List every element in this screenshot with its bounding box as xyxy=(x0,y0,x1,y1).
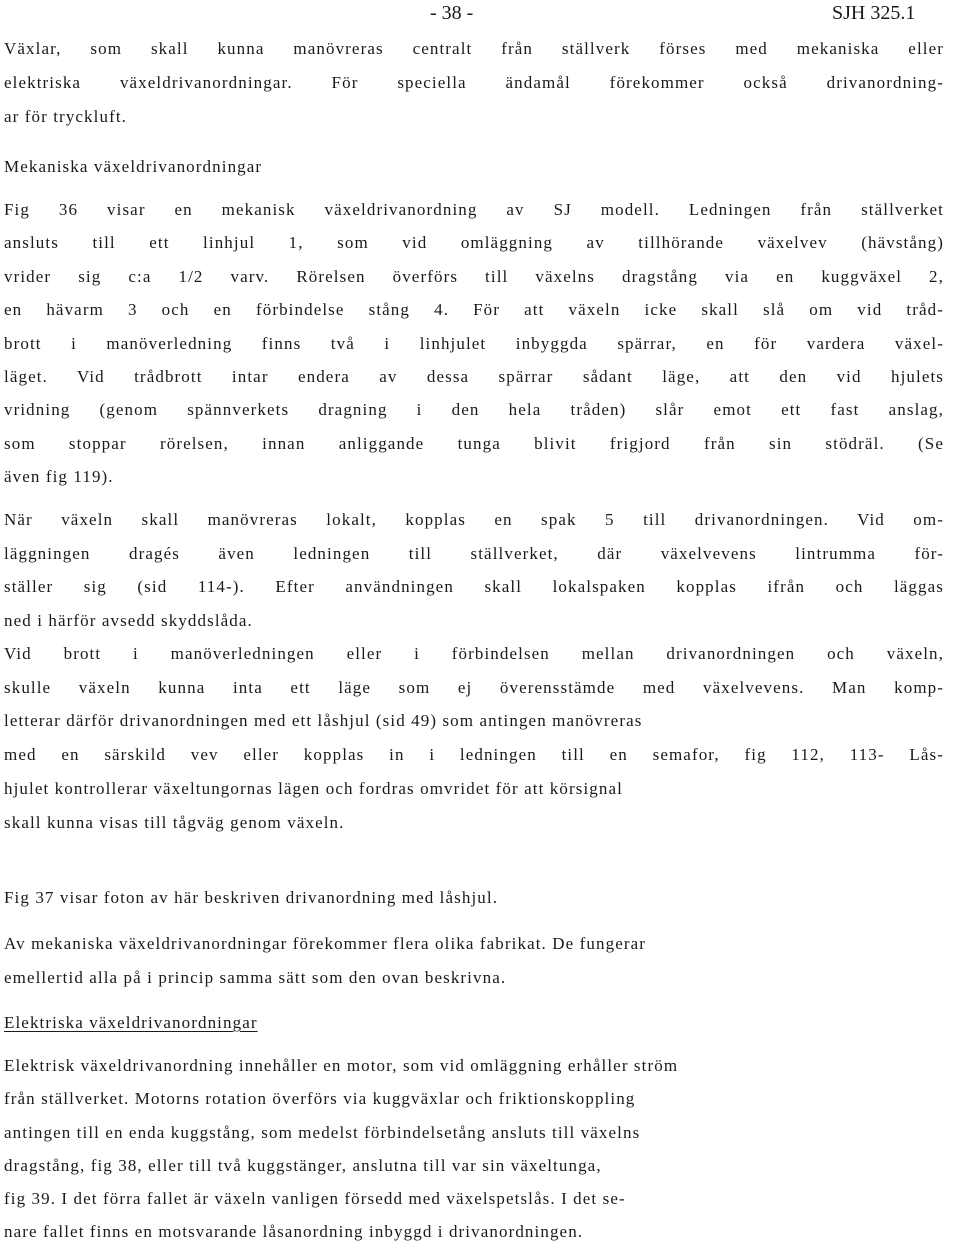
text-line: läget. Vid trådbrott intar endera av dessa spärrar sådant läge, att den vid hjulets xyxy=(4,367,944,386)
text-line: Vid brott i manöverledningen eller i förbindelsen mellan drivanordningen och växeln, xyxy=(4,644,944,663)
text-line: ställer sig (sid 114-). Efter användningen skall lokalspaken kopplas ifrån och läggas xyxy=(4,577,944,596)
text-line: en hävarm 3 och en förbindelse stång 4. För att växeln icke skall slå om vid tråd- xyxy=(4,300,944,319)
text-line: dragstång, fig 38, eller till två kuggstänger, anslutna till var sin växeltunga, xyxy=(4,1156,602,1175)
text-line: vrider sig c:a 1/2 varv. Rörelsen överförs till växelns dragstång via en kuggväxel 2, xyxy=(4,267,944,286)
text-line: skall kunna visas till tågväg genom växeln. xyxy=(4,813,345,832)
section-heading-electrical: Elektriska växeldrivanordningar xyxy=(4,1013,258,1032)
text-line: elektriska växeldrivanordningar. För speciella ändamål förekommer också drivanordning- xyxy=(4,73,944,92)
text-line: skulle växeln kunna inta ett läge som ej överensstämde med växelvevens. Man komp- xyxy=(4,678,944,697)
document-reference: SJH 325.1 xyxy=(832,2,916,24)
text-line: nare fallet finns en motsvarande låsanordning inbyggd i drivanordningen. xyxy=(4,1222,584,1241)
text-line: letterar därför drivanordningen med ett låshjul (sid 49) som antingen manövreras xyxy=(4,711,643,730)
text-line: Av mekaniska växeldrivanordningar förekommer flera olika fabrikat. De fungerar xyxy=(4,934,647,953)
text-line: När växeln skall manövreras lokalt, kopplas en spak 5 till drivanordningen. Vid om- xyxy=(4,510,944,529)
text-line: ansluts till ett linhjul 1, som vid omläggning av tillhörande växelvev (hävstång) xyxy=(4,233,944,252)
text-line: Växlar, som skall kunna manövreras centralt från ställverk förses med mekaniska eller xyxy=(4,39,944,58)
page-number: - 38 - xyxy=(430,2,474,24)
section-heading-mechanical: Mekaniska växeldrivanordningar xyxy=(4,157,263,176)
text-line: med en särskild vev eller kopplas in i ledningen till en semafor, fig 112, 113- Lås- xyxy=(4,745,944,764)
text-line: från ställverket. Motorns rotation överförs via kuggväxlar och friktionskoppling xyxy=(4,1089,636,1108)
text-line: Elektrisk växeldrivanordning innehåller en motor, som vid omläggning erhåller ström xyxy=(4,1056,679,1075)
text-line: ned i härför avsedd skyddslåda. xyxy=(4,611,253,630)
text-line: hjulet kontrollerar växeltungornas lägen och fordras omvridet för att körsignal xyxy=(4,779,623,798)
text-line: brott i manöverledning finns två i linhjulet inbyggda spärrar, en för vardera växel- xyxy=(4,334,944,353)
text-line: läggningen dragés även ledningen till ställverket, där växelvevens lintrumma för- xyxy=(4,544,944,563)
fig37-paragraph: Fig 37 visar foton av här beskriven drivanordning med låshjul. xyxy=(4,888,499,907)
text-line: fig 39. I det förra fallet är växeln vanligen försedd med växelspetslås. I det se- xyxy=(4,1189,626,1208)
text-line: Fig 36 visar en mekanisk växeldrivanordning av SJ modell. Ledningen från ställverket xyxy=(4,200,944,219)
text-line: antingen till en enda kuggstång, som medelst förbindelsetång ansluts till växelns xyxy=(4,1123,641,1142)
text-line: vridning (genom spännverkets dragning i den hela tråden) slår emot ett fast anslag, xyxy=(4,400,944,419)
text-line: som stoppar rörelsen, innan anliggande tunga blivit frigjord från sin stödräl. (Se xyxy=(4,434,944,453)
text-line: även fig 119). xyxy=(4,467,114,486)
text-line: ar för tryckluft. xyxy=(4,107,128,126)
text-line: emellertid alla på i princip samma sätt som den ovan beskrivna. xyxy=(4,968,507,987)
